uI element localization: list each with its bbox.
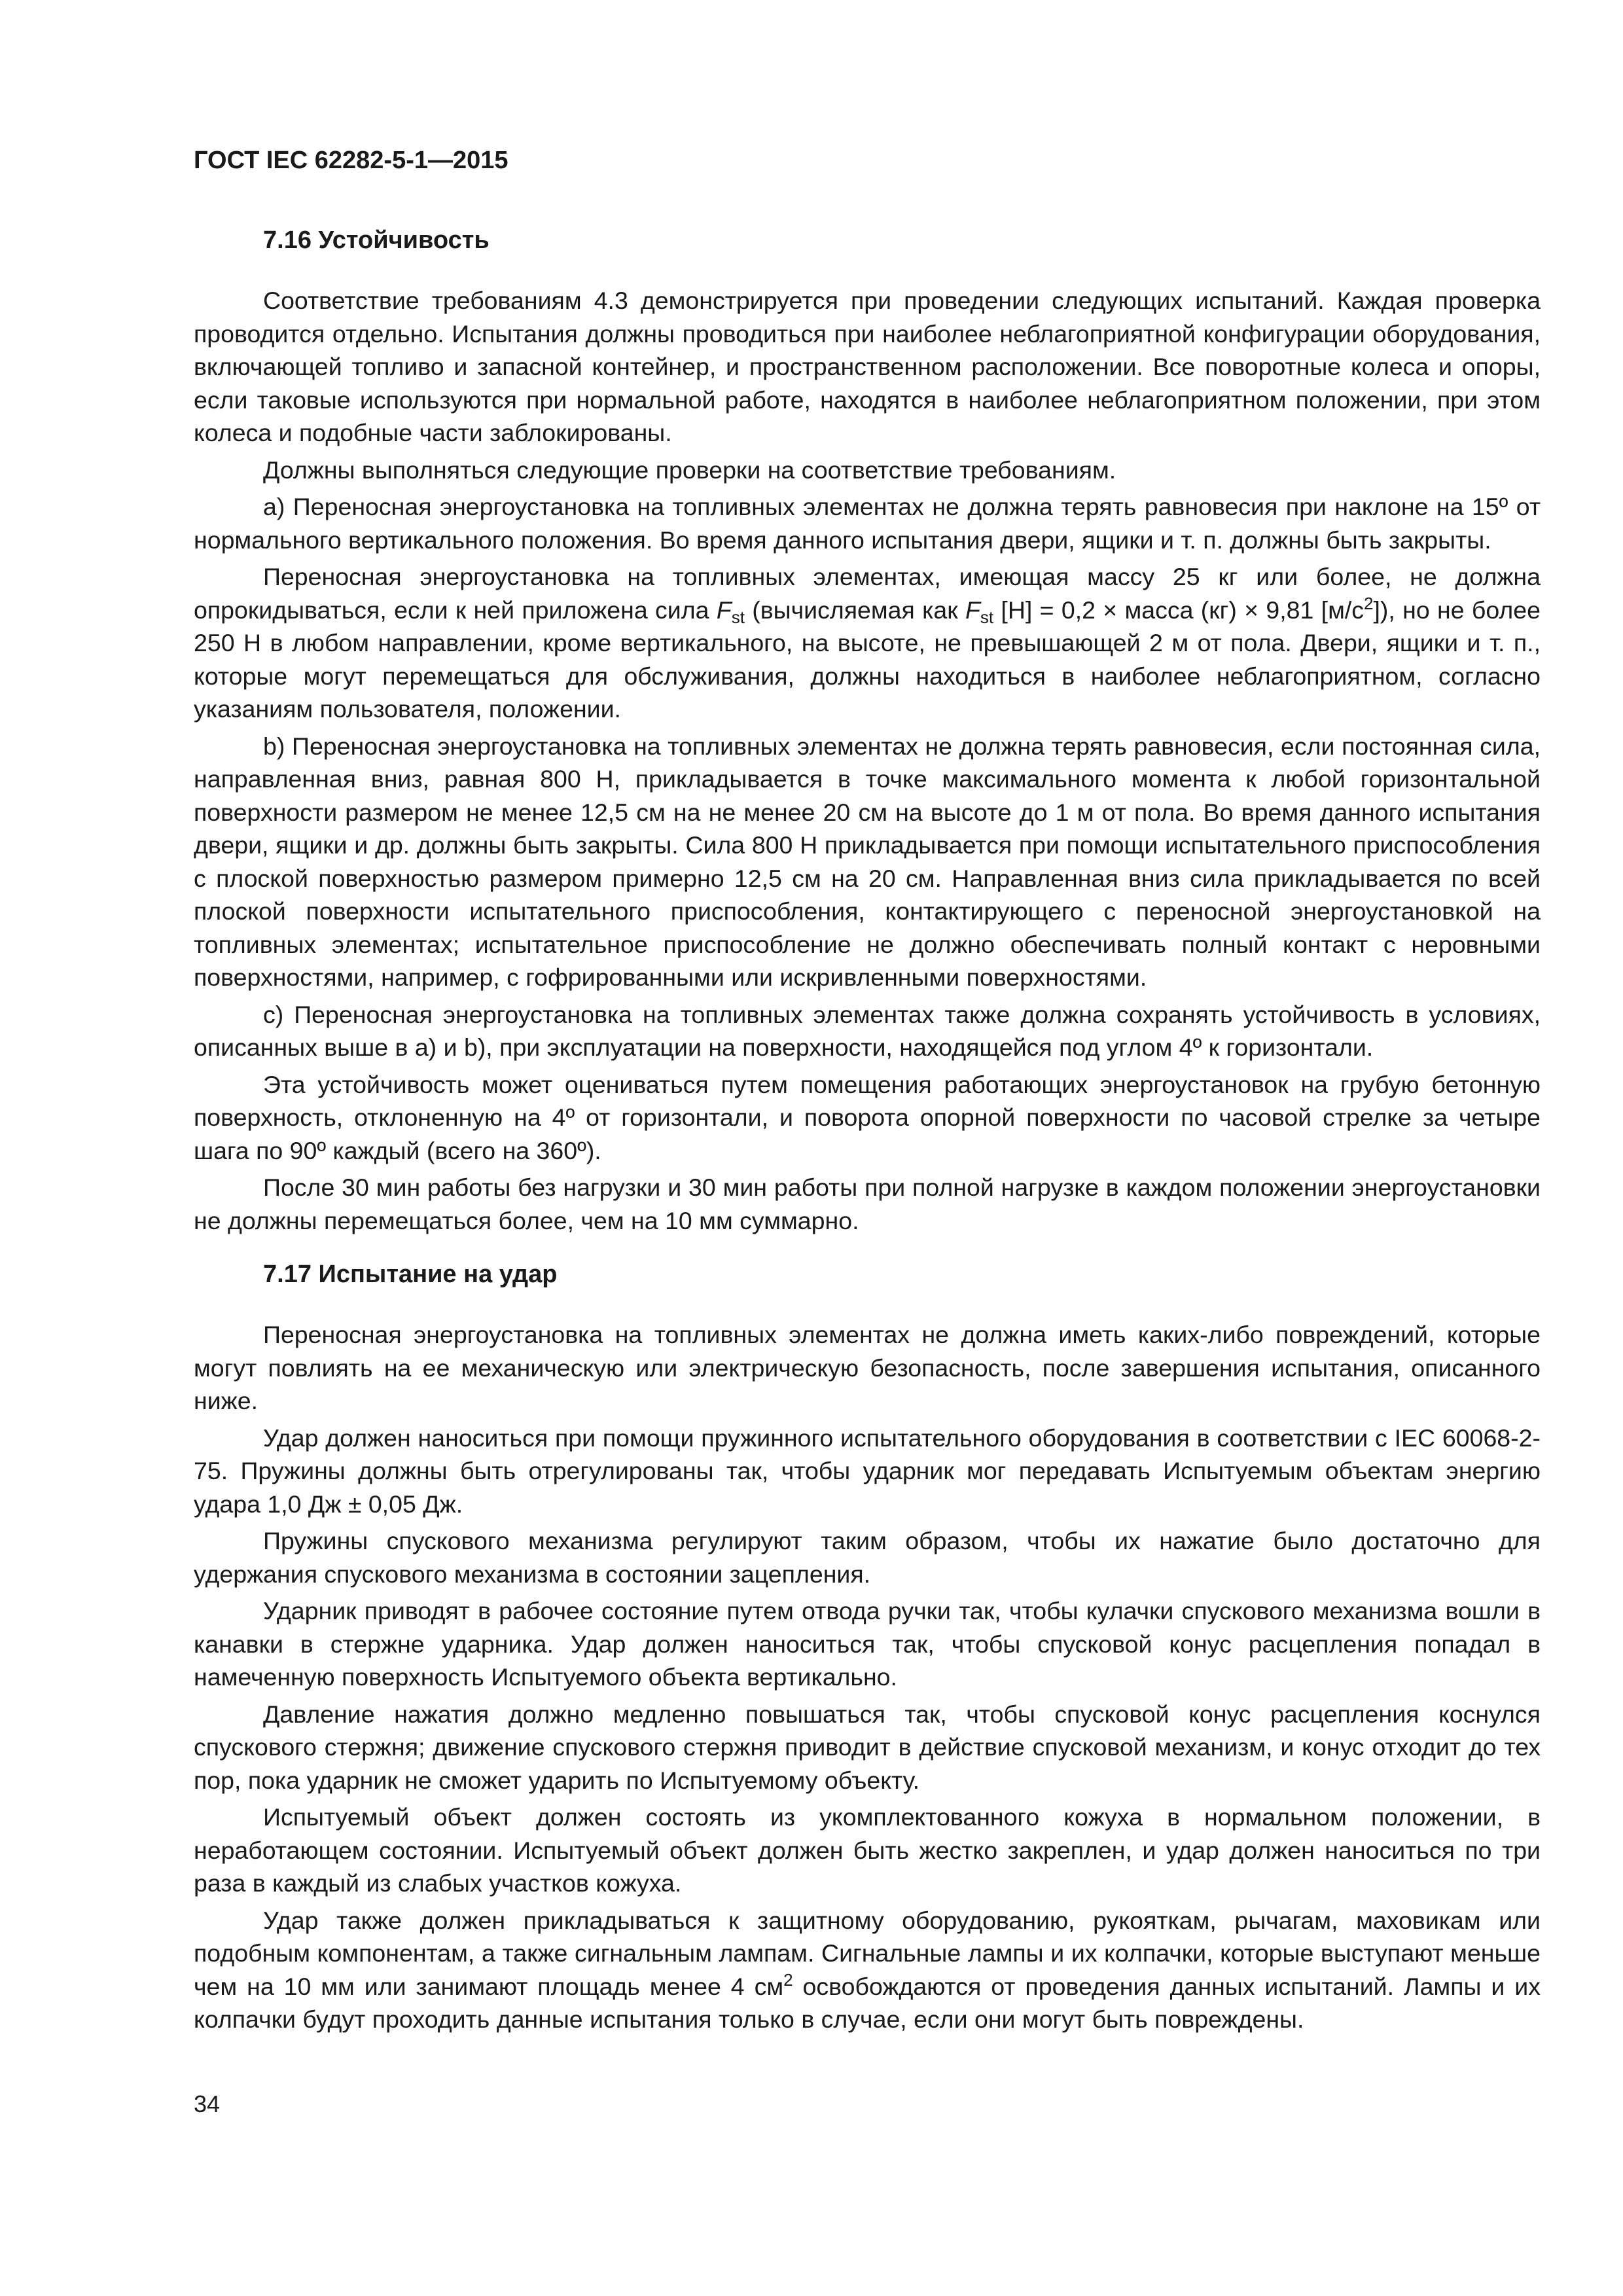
- paragraph: Ударник приводят в рабочее состояние путем отвода ручки так, чтобы кулачки спускового механизма вошли в канавки в стержне ударника. Удар должен наноситься так, чтобы спусковой конус расцепления попадал в намеченную поверхность Испытуемого объекта вертикально.: [194, 1597, 1541, 1691]
- paragraph-with-formula: [194, 560, 1541, 726]
- paragraph: Пружины спускового механизма регулируют таким образом, чтобы их нажатие было достаточно для удержания спускового механизма в состоянии зацепления.: [194, 1527, 1541, 1588]
- section-title-7-17: 7.17 Испытание на удар: [263, 1261, 558, 1288]
- formula-symbol: F: [716, 596, 732, 624]
- formula-subscript: st: [980, 607, 994, 627]
- paragraph: Давление нажатия должно медленно повышаться так, чтобы спусковой конус расцепления коснулся спускового стержня; движение спускового стержня приводит в действие спусковой механизм, и конус отходит до тех пор, пока ударник не сможет ударить по Испытуемому объекту.: [194, 1700, 1541, 1794]
- text-run: освобождаются от проведения данных испытаний. Лампы и их колпачки будут проходить данные испытания только в случае, если они могут быть повреждены.: [194, 1972, 1541, 2033]
- paragraph: Эта устойчивость может оцениваться путем помещения работающих энергоустановок на грубую бетонную поверхность, отклоненную на 4º от горизонтали, и поворота опорной поверхности по часовой стрелке за четыре шага по 90º каждый (всего на 360º).: [194, 1070, 1541, 1164]
- paragraph: Переносная энергоустановка на топливных элементах не должна иметь каких-либо повреждений, которые могут повлиять на ее механическую или электрическую безопасность, после завершения испытания, описанного ниже.: [194, 1321, 1541, 1414]
- section-title-7-16: 7.16 Устойчивость: [263, 226, 490, 254]
- text-run: (вычисляемая как: [744, 596, 965, 624]
- text-run: Переносная энергоустановка на топливных элементах, имеющая массу 25 кг или более, не должна опрокидываться, если к ней приложена сила: [194, 563, 1541, 624]
- text-run: [Н] = 0,2 × масса (кг) × 9,81 [м/с: [993, 596, 1364, 624]
- document-page: [194, 144, 1541, 2040]
- unit-superscript: 2: [783, 1969, 793, 1990]
- formula-symbol: F: [965, 596, 980, 624]
- paragraph: Соответствие требованиям 4.3 демонстрируется при проведении следующих испытаний. Каждая проверка проводится отдельно. Испытания должны проводиться при наиболее неблагоприятной конфигурации оборудования, включающей топливо и запасной контейнер, и пространственном расположении. Все поворотные колеса и опоры, если таковые используются при нормальной работе, находятся в наиболее неблагоприятном положении, при этом колеса и подобные части заблокированы.: [194, 287, 1541, 446]
- text-run: ]), но не более 250 Н в любом направлении, кроме вертикального, на высоте, не превышающей 2 м от пола. Двери, ящики и т. п., которые могут перемещаться для обслуживания, должны находиться в наиболее неблагоприятном, согласно указаниям пользователя, положении.: [194, 596, 1541, 723]
- document-code-header: ГОСТ IEC 62282-5-1—2015: [194, 147, 508, 174]
- text-run: Удар также должен прикладываться к защитному оборудованию, рукояткам, рычагам, маховикам или подобным компонентам, а также сигнальным лампам. Сигнальные лампы и их колпачки, которые выступают меньше чем на 10 мм или занимают площадь менее 4 см: [194, 1906, 1541, 2000]
- paragraph: Удар должен наноситься при помощи пружинного испытательного оборудования в соответствии с IEC 60068-2-75. Пружины должны быть отрегулированы так, чтобы ударник мог передавать Испытуемым объектам энергию удара 1,0 Дж ± 0,05 Дж.: [194, 1424, 1541, 1518]
- paragraph: с) Переносная энергоустановка на топливных элементах также должна сохранять устойчивость в условиях, описанных выше в а) и b), при эксплуатации на поверхности, находящейся под углом 4º к горизонтали.: [194, 1000, 1541, 1061]
- paragraph: b) Переносная энергоустановка на топливных элементах не должна терять равновесия, если постоянная сила, направленная вниз, равная 800 Н, прикладывается в точке максимального момента к любой горизонтальной поверхности размером не менее 12,5 см на не менее 20 см на высоте до 1 м от пола. Во время данного испытания двери, ящики и др. должны быть закрыты. Сила 800 Н прикладывается при помощи испытательного приспособления с плоской поверхностью размером примерно 12,5 см на 20 см. Направленная вниз сила прикладывается по всей плоской поверхности испытательного приспособления, контактирующего с переносной энергоустановкой на топливных элементах; испытательное приспособление не должно обеспечивать полный контакт с неровными поверхностями, например, с гофрированными или искривленными поверхностями.: [194, 732, 1541, 991]
- paragraph: Должны выполняться следующие проверки на соответствие требованиям.: [263, 456, 1116, 484]
- paragraph-with-superscript: [194, 1904, 1541, 2036]
- formula-superscript: 2: [1364, 593, 1374, 613]
- page-number: 34: [194, 2090, 221, 2117]
- paragraph: После 30 мин работы без нагрузки и 30 мин работы при полной нагрузке в каждом положении энергоустановки не должны перемещаться более, чем на 10 мм суммарно.: [194, 1174, 1541, 1234]
- formula-subscript: st: [731, 607, 745, 627]
- paragraph: Испытуемый объект должен состоять из укомплектованного кожуха в нормальном положении, в неработающем состоянии. Испытуемый объект должен быть жестко закреплен, и удар должен наноситься по три раза в каждый из слабых участков кожуха.: [194, 1803, 1541, 1897]
- paragraph: а) Переносная энергоустановка на топливных элементах не должна терять равновесия при наклоне на 15º от нормального вертикального положения. Во время данного испытания двери, ящики и т. п. должны быть закрыты.: [194, 493, 1541, 554]
